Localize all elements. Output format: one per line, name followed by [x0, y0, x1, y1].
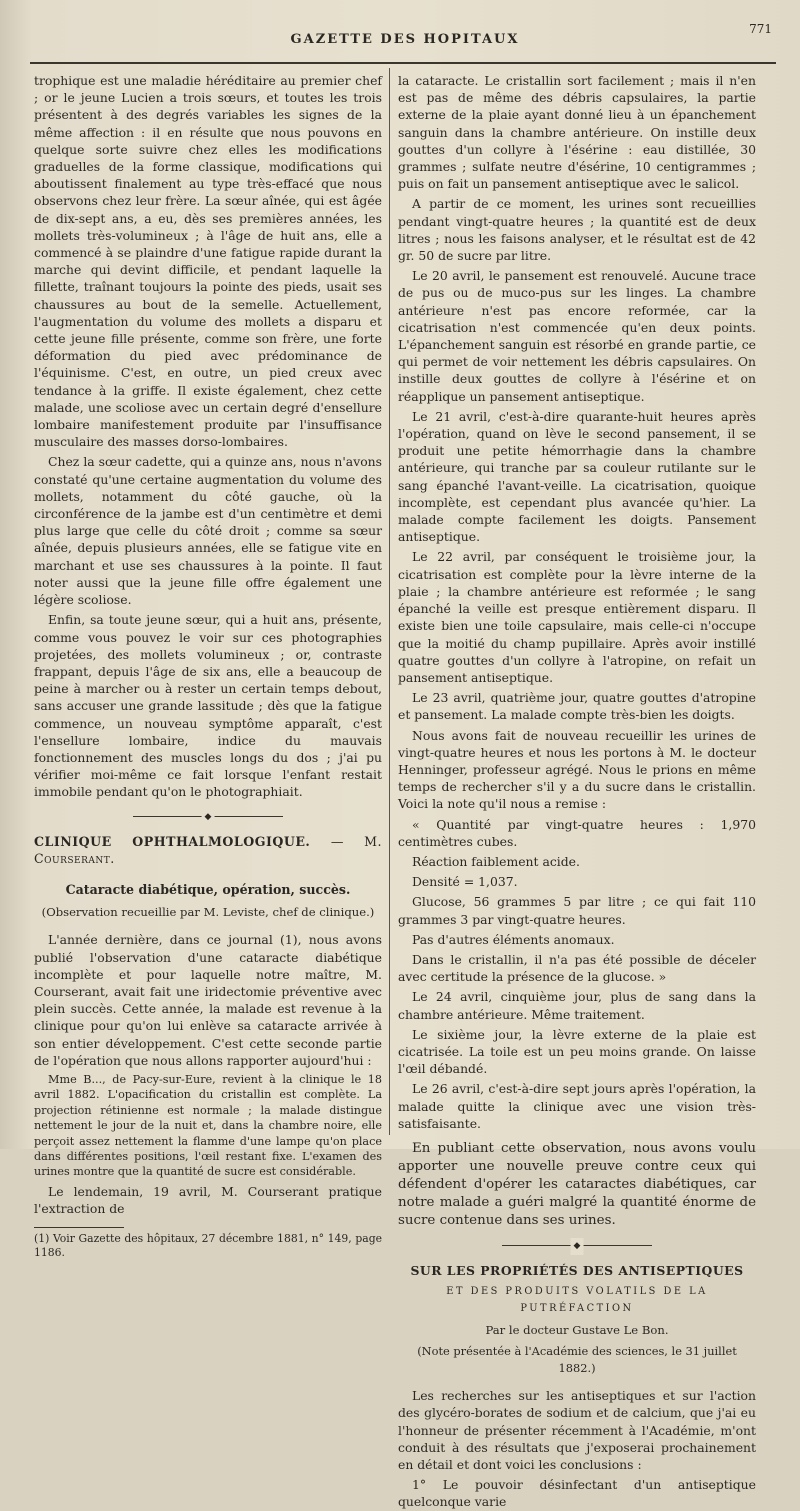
paragraph: Le 24 avril, cinquième jour, plus de sang dans la chambre antérieure. Même traitement.: [398, 989, 756, 1022]
paragraph: Mme B..., de Pacy-sur-Eure, revient à la clinique le 18 avril 1882. L'opacification du cristallin est complète. La projection rétinienne est normale ; la malade distingue nettement le jour de la nuit et, dans la chambre noire, elle perçoit assez nettement la flamme d'une lampe qu'on place dans différentes positions, l'œil restant fixe. L'examen des urines montre que la quantité de sucre est considérable.: [34, 1072, 382, 1179]
paragraph: Les recherches sur les antiseptiques et sur l'action des glycéro-borates de sodium et de calcium, que j'ai eu l'honneur de présenter récemment à l'Académie, m'ont conduit à des résultats que j'exposerai prochainement en détail et dont voici les conclusions :: [398, 1388, 756, 1473]
paragraph: Le sixième jour, la lèvre externe de la plaie est cicatrisée. La toile est un peu moins grande. On laisse l'œil débandé.: [398, 1026, 756, 1077]
paragraph: Nous avons fait de nouveau recueillir les urines de vingt-quatre heures et nous les portons à M. le docteur Henninger, professeur agrégé. Nous le prions en même temps de rechercher s'il y a du sucre dans le cristallin. Voici la note qu'il nous a remise :: [398, 727, 756, 812]
section-title: CLINIQUE OPHTHALMOLOGIQUE.: [34, 833, 311, 849]
paragraph: Le 22 avril, par conséquent le troisième jour, la cicatrisation est complète pour la lèvre interne de la plaie ; la chambre antérieure est reformée ; le sang épanché la veille est presque entièrement disparu. Il existe bien une toile capsulaire, mais celle-ci n'occupe que la moitié du champ pupillaire. Après avoir instillé quatre gouttes d'un collyre à l'atropine, on refait un pansement antiseptique.: [398, 549, 756, 685]
paragraph: A partir de ce moment, les urines sont recueillies pendant vingt-quatre heures ; la quantité est de deux litres ; nous les faisons analyser, et le résultat est de 42 gr. 50 de sucre par litre.: [398, 196, 756, 264]
paragraph: L'année dernière, dans ce journal (1), nous avons publié l'observation d'une cataracte diabétique incomplète et pour laquelle notre maître, M. Courserant, avait fait une iridectomie préventive avec plein succès. Cette année, la malade est revenue à la clinique pour qu'on lui enlève sa cataracte arrivée à son entier développement. C'est cette seconde partie de l'opération que nous allons rapporter aujourd'hui :: [34, 932, 382, 1068]
conclusion-paragraph: En publiant cette observation, nous avons voulu apporter une nouvelle preuve contre ceux qui défendent d'opérer les cataractes diabétiques, car notre malade a guéri malgré la quantité énorme de sucre contenue dans ses urines.: [398, 1140, 756, 1228]
left-column: [34, 72, 382, 1260]
paragraph: 1° Le pouvoir désinfectant d'un antiseptique quelconque varie: [398, 1477, 756, 1510]
paragraph: Chez la sœur cadette, qui a quinze ans, nous n'avons constaté qu'une certaine augmentation du volume des mollets, notamment du côté gauche, où la circonférence de la jambe est d'un centimètre et demi plus large que celle du côté droit ; comme sa sœur aînée, depuis plusieurs années, elle se fatigue vite en marchant et use ses chaussures à la pointe. Il faut noter aussi que la jeune fille offre également une légère scoliose.: [34, 454, 382, 608]
paragraph: Le 26 avril, c'est-à-dire sept jours après l'opération, la malade quitte la clinique avec une vision très-satisfaisante.: [398, 1081, 756, 1131]
journal-title: GAZETTE DES HOPITAUX: [290, 32, 520, 47]
paragraph: Le 23 avril, quatrième jour, quatre gouttes d'atropine et pansement. La malade compte très-bien les doigts.: [398, 690, 756, 723]
footnote-rule: [34, 1227, 124, 1228]
article-title: SUR LES PROPRIÉTÉS DES ANTISEPTIQUES: [410, 1262, 744, 1278]
byline: Par le docteur Gustave Le Bon.: [485, 1322, 669, 1337]
footnote: (1) Voir Gazette des hôpitaux, 27 décembre 1881, n° 149, page 1186.: [34, 1232, 382, 1260]
quote-line: Densité = 1,037.: [412, 874, 518, 890]
paragraph: la cataracte. Le cristallin sort facilement ; mais il n'en est pas de même des débris capsulaires, la partie externe de la plaie ayant donné lieu à un épanchement sanguin dans la chambre antérieure. On instille deux gouttes d'un collyre à l'ésérine : eau distillée, 30 grammes ; sulfate neutre d'ésérine, 10 centigrammes ; puis on fait un pansement antiseptique avec le salicol.: [398, 73, 756, 192]
paragraph: Enfin, sa toute jeune sœur, qui a huit ans, présente, comme vous pouvez le voir sur ces photographies projetées, des mollets volumineux ; or, contraste frappant, depuis l'âge de six ans, elle a beaucoup de peine à marcher ou à rester un certain temps debout, sans accuser une grande lassitude ; dès que la fatigue commence, un nouveau symptôme apparaît, c'est l'ensellure lombaire, indice du mauvais fonctionnement des muscles longs du dos ; j'ai pu vérifier moi-même ce fait lorsque l'enfant restait immobile pendant qu'on le photographiait.: [34, 612, 382, 800]
column-divider: [389, 68, 390, 1135]
quote-line: Réaction faiblement acide.: [412, 853, 580, 869]
paragraph: Le lendemain, 19 avril, M. Courserant pratique l'extraction de: [34, 1183, 382, 1217]
paragraph: Le 20 avril, le pansement est renouvelé. Aucune trace de pus ou de muco-pus sur les linges. La chambre antérieure n'est pas encore reformée, car la cicatrisation n'est commencée qu'en deux points. L'épanchement sanguin est résorbé en grande partie, ce qui permet de voir nettement les débris capsulaires. On instille deux gouttes de collyre à l'ésérine et on réapplique un pansement antiseptique.: [398, 268, 756, 404]
header-rule: [30, 62, 776, 64]
page-header: [30, 22, 780, 62]
quote-line: Glucose, 56 grammes 5 par litre ; ce qui fait 110 grammes 3 par vingt-quatre heures.: [398, 894, 756, 927]
section-heading: [34, 833, 382, 867]
paragraph: Le 21 avril, c'est-à-dire quarante-huit heures après l'opération, quand on lève le second pansement, il se produit une petite hémorrhagie dans la chambre antérieure, qui tranche par sa couleur rutilante sur le sang épanché l'avant-veille. La cicatrisation, quoique incomplète, est cependant plus avancée qu'hier. La malade compte facilement les doigts. Pansement antiseptique.: [398, 408, 756, 545]
article-subtitle: (Observation recueillie par M. Leviste, chef de clinique.): [41, 905, 375, 920]
right-column: [398, 72, 756, 1510]
presentation-note: (Note présentée à l'Académie des sciences, le 31 juillet 1882.): [417, 1343, 737, 1375]
section-author: — M. Courserant.: [34, 833, 382, 866]
article-title: Cataracte diabétique, opération, succès.: [65, 881, 351, 897]
quote-line: Pas d'autres éléments anomaux.: [412, 931, 615, 947]
quote-line: « Quantité par vingt-quatre heures : 1,970 centimètres cubes.: [398, 816, 756, 849]
section-separator: [502, 1240, 652, 1252]
paragraph: trophique est une maladie héréditaire au premier chef ; or le jeune Lucien a trois sœurs, et toutes les trois présentent à des degrés variables les signes de la même affection : il en résulte que nous pouvons en quelque sorte suivre chez elles les modifications graduelles de la forme classique, modifications qui aboutissent finalement au type très-effacé que nous observons chez leur frère. La sœur aînée, qui est âgée de dix-sept ans, a eu, dès ses premières années, les mollets très-volumineux ; à l'âge de huit ans, elle a commencé à se plaindre d'une fatigue rapide durant la marche qui devint difficile, et pendant laquelle la fillette, traînant toujours la pointe des pieds, usait ses chaussures au bout de la semelle. Actuellement, l'augmentation du volume des mollets a disparu et cette jeune fille présente, comme son frère, une forte déformation du pied avec prédominance de l'équinisme. C'est, en outre, un pied creux avec tendance à la griffe. Il existe également, chez cette malade, une scoliose avec un certain degré d'ensellure lombaire manifestement produite par l'insuffisance musculaire des masses dorso-lombaires.: [34, 73, 382, 450]
quote-line: Dans le cristallin, il n'a pas été possible de déceler avec certitude la présence de la glucose. »: [398, 951, 756, 985]
article-title-line2: ET DES PRODUITS VOLATILS DE LA PUTRÉFACTION: [446, 1286, 708, 1315]
page-number: 771: [749, 22, 772, 36]
section-separator: [133, 811, 283, 823]
